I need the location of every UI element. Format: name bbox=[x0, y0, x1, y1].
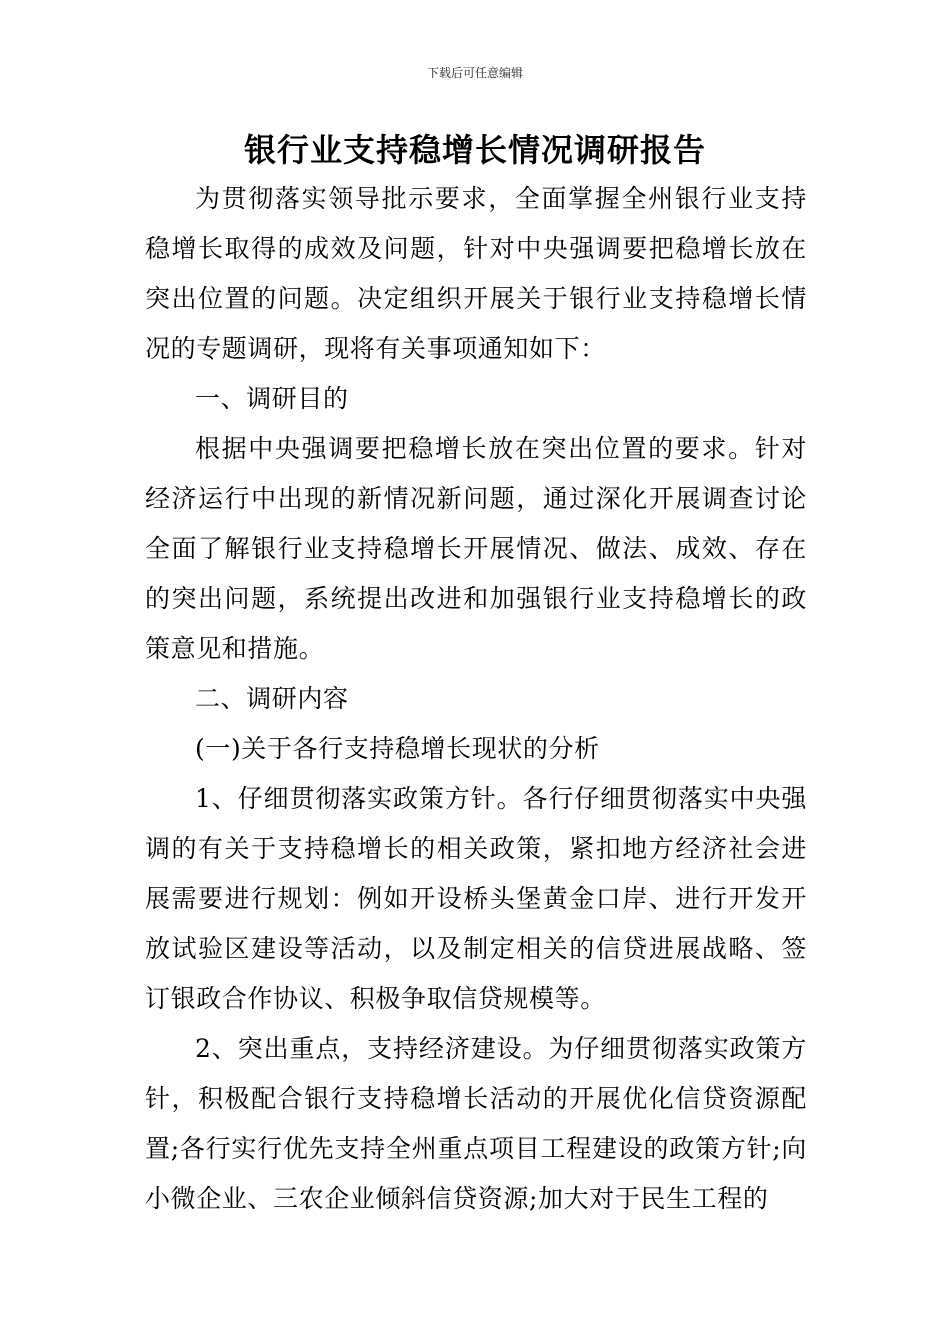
document-body bbox=[145, 174, 807, 1224]
subsection-heading-analysis: (一)关于各行支持稳增长现状的分析 bbox=[195, 734, 600, 763]
purpose-paragraph: 根据中央强调要把稳增长放在突出位置的要求。针对经济运行中出现的新情况新问题，通过深化开展调查讨论全面了解银行业支持稳增长开展情况、做法、成效、存在的突出问题，系统提出改进和加强银行业支持稳增长的政策意见和措施。 bbox=[145, 434, 807, 663]
intro-paragraph: 为贯彻落实领导批示要求，全面掌握全州银行业支持稳增长取得的成效及问题，针对中央强调要把稳增长放在突出位置的问题。决定组织开展关于银行业支持稳增长情况的专题调研，现将有关事项通知如下： bbox=[145, 184, 807, 363]
document-title: 银行业支持稳增长情况调研报告 bbox=[243, 131, 706, 169]
header-note: 下载后可任意编辑 bbox=[426, 66, 523, 80]
item-paragraph-1: 1、仔细贯彻落实政策方针。各行仔细贯彻落实中央强调的有关于支持稳增长的相关政策，紧扣地方经济社会进展需要进行规划：例如开设桥头堡黄金口岸、进行开发开放试验区建设等活动，以及制定相关的信贷进展战略、签订银政合作协议、积极争取信贷规模等。 bbox=[145, 784, 807, 1013]
section-heading-purpose: 一、调研目的 bbox=[195, 384, 349, 413]
item-paragraph-2: 2、突出重点，支持经济建设。为仔细贯彻落实政策方针，积极配合银行支持稳增长活动的开展优化信贷资源配置;各行实行优先支持全州重点项目工程建设的政策方针;向小微企业、三农企业倾斜信贷资源;加大对于民生工程的 bbox=[145, 1034, 807, 1213]
section-heading-content: 二、调研内容 bbox=[195, 684, 349, 713]
